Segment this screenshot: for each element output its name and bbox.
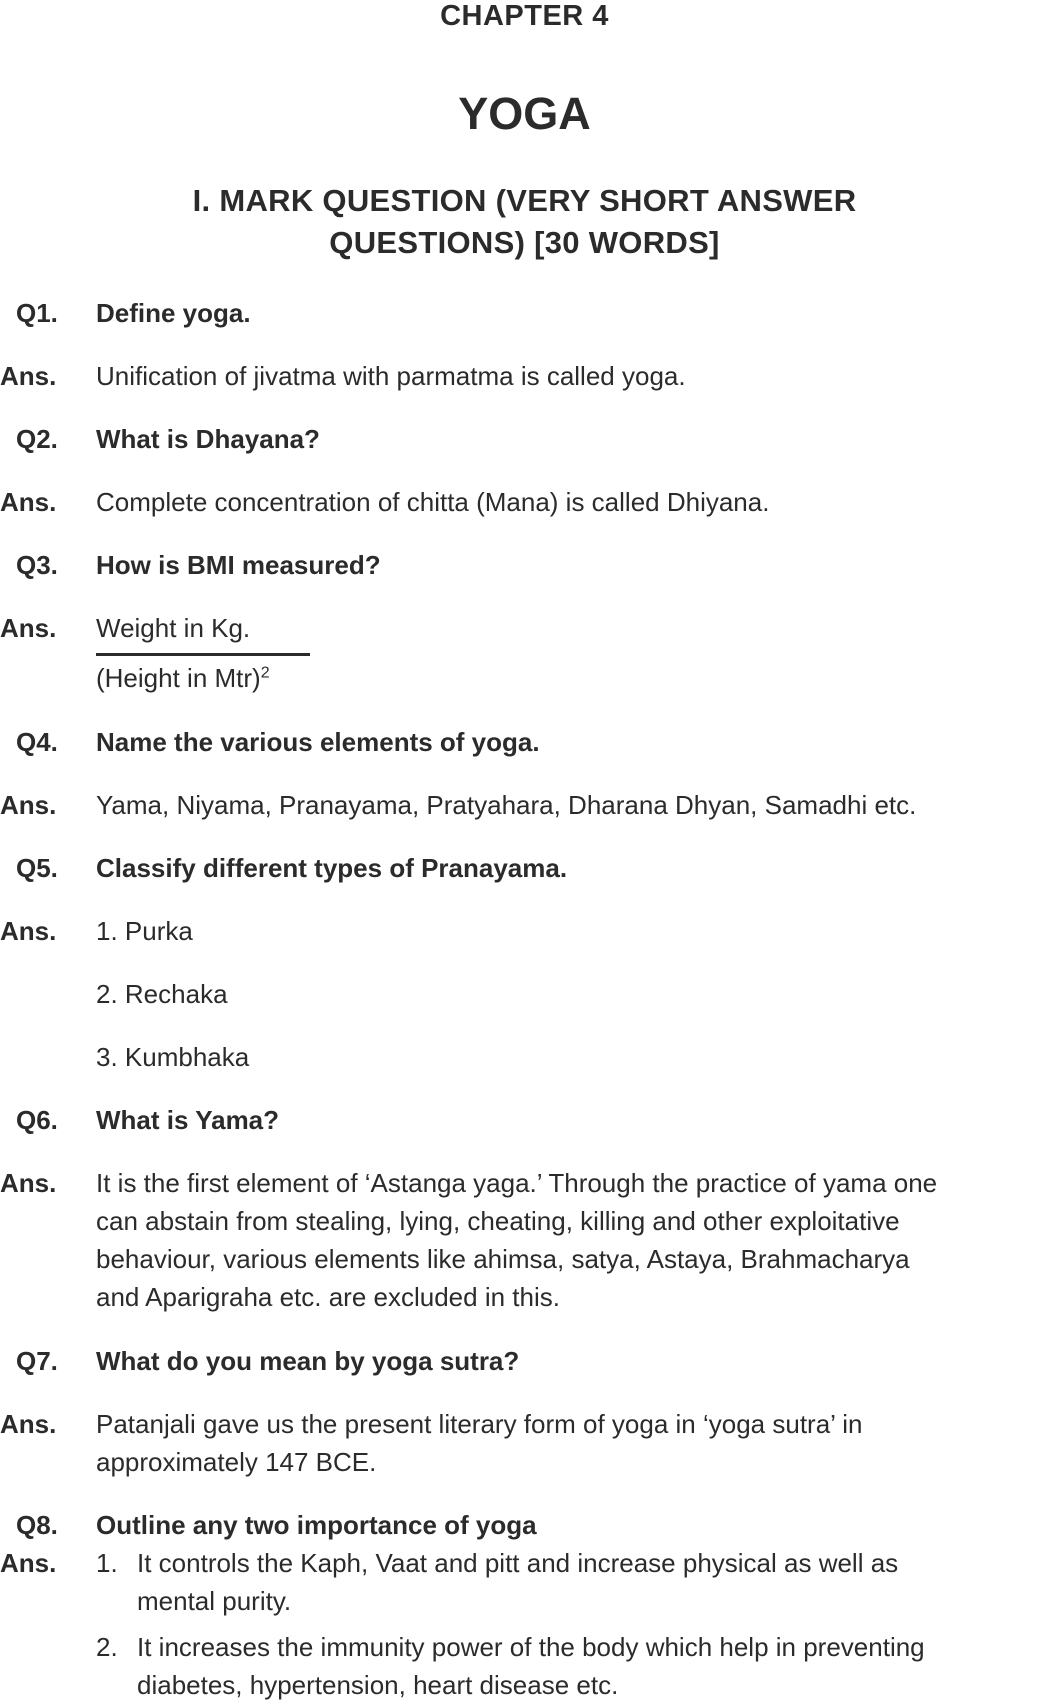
answer-text: Complete concentration of chitta (Mana) is called Dhiyana. xyxy=(96,487,770,517)
question-label: Q5. xyxy=(16,853,58,883)
question-text: Classify different types of Pranayama. xyxy=(96,853,568,883)
chapter-heading: CHAPTER 4 xyxy=(440,0,609,32)
question-text: How is BMI measured? xyxy=(96,550,381,580)
answer-label: Ans. xyxy=(0,790,57,820)
fraction-bar xyxy=(96,653,310,656)
bmi-denominator: (Height in Mtr)$^2$ xyxy=(96,663,270,693)
answer-label: Ans. xyxy=(0,1409,57,1439)
answer-line: It is the first element of ‘Astanga yaga.’ Through the practice of yama one xyxy=(96,1168,938,1198)
question-label: Q7. xyxy=(16,1346,58,1376)
question-label: Q2. xyxy=(16,424,58,454)
list-line: It controls the Kaph, Vaat and pitt and increase physical as well as xyxy=(137,1548,899,1578)
answer-label: Ans. xyxy=(0,916,57,946)
bmi-numerator: Weight in Kg. xyxy=(96,613,251,643)
question-label: Q1. xyxy=(16,298,58,328)
list-item: 3. Kumbhaka xyxy=(96,1042,250,1072)
list-number: 1. xyxy=(96,1548,118,1578)
list-item: 2. Rechaka xyxy=(96,979,228,1009)
list-number: 2. xyxy=(96,1632,118,1662)
question-text: What is Yama? xyxy=(96,1105,280,1135)
question-text: What is Dhayana? xyxy=(96,424,320,454)
answer-3 xyxy=(0,609,1049,719)
answer-label: Ans. xyxy=(0,1168,57,1198)
answer-label: Ans. xyxy=(0,361,57,391)
list-line: diabetes, hypertension, heart disease etc. xyxy=(137,1670,619,1700)
question-text: Name the various elements of yoga. xyxy=(96,727,540,757)
question-label: Q6. xyxy=(16,1105,58,1135)
exponent: 2 xyxy=(260,664,270,682)
answer-label: Ans. xyxy=(0,487,57,517)
page-title: YOGA xyxy=(458,88,591,139)
question-text: Outline any two importance of yoga xyxy=(96,1510,537,1540)
answer-line: behaviour, various elements like ahimsa, satya, Astaya, Brahmacharya xyxy=(96,1244,910,1274)
section-subtitle: I. MARK QUESTION (VERY SHORT ANSWER QUESTIONS) [30 WORDS] xyxy=(192,183,857,260)
question-text: Define yoga. xyxy=(96,298,251,328)
answer-line: approximately 147 BCE. xyxy=(96,1447,377,1477)
question-label: Q4. xyxy=(16,727,58,757)
answer-label: Ans. xyxy=(0,1548,57,1578)
list-item: 1. Purka xyxy=(96,916,193,946)
answer-line: Patanjali gave us the present literary form of yoga in ‘yoga sutra’ in xyxy=(96,1409,863,1439)
answer-line: and Aparigraha etc. are excluded in this. xyxy=(96,1282,560,1312)
question-label: Q3. xyxy=(16,550,58,580)
list-line: It increases the immunity power of the body which help in preventing xyxy=(137,1632,925,1662)
answer-text: Unification of jivatma with parmatma is called yoga. xyxy=(96,361,686,391)
answer-label: Ans. xyxy=(0,613,57,643)
list-line: mental purity. xyxy=(137,1586,292,1616)
answer-text: Yama, Niyama, Pranayama, Pratyahara, Dharana Dhyan, Samadhi etc. xyxy=(96,790,917,820)
answer-line: can abstain from stealing, lying, cheating, killing and other exploitative xyxy=(96,1206,900,1236)
question-label: Q8. xyxy=(16,1510,58,1540)
question-text: What do you mean by yoga sutra? xyxy=(96,1346,520,1376)
